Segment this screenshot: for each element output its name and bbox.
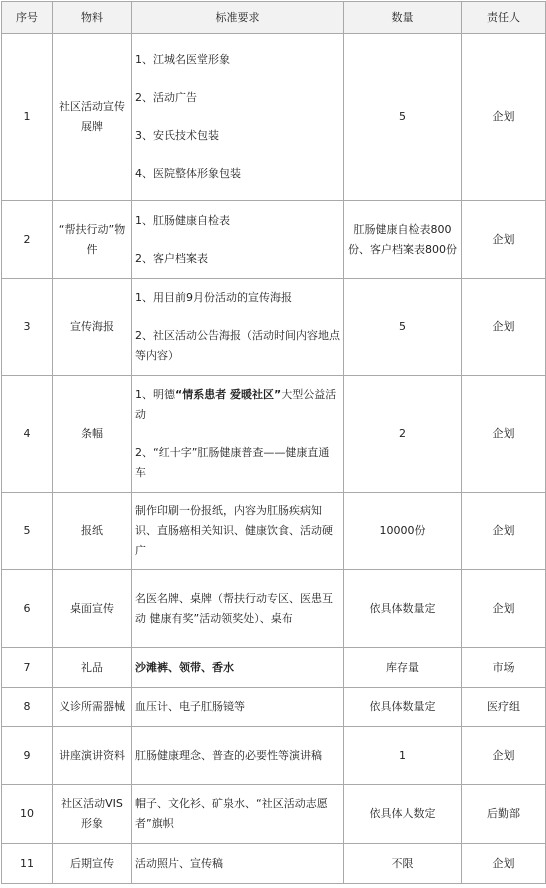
- req-text-bold: “情系患者 爱暖社区”: [175, 388, 282, 401]
- table-row: [2, 727, 546, 785]
- cell-quantity: 肛肠健康自检表800份、客户档案表800份: [344, 201, 462, 279]
- cell-owner: 医疗组: [462, 688, 546, 727]
- cell-owner: 企划: [462, 201, 546, 279]
- cell-no: 6: [2, 570, 53, 648]
- table-row: [2, 785, 546, 844]
- table-row: [2, 570, 546, 648]
- cell-no: 1: [2, 34, 53, 201]
- cell-item: 报纸: [53, 493, 132, 570]
- header-item: 物料: [53, 2, 132, 34]
- table-row: [2, 376, 546, 493]
- cell-item: 宣传海报: [53, 279, 132, 376]
- req-line: 4、医院整体形象包装: [135, 167, 241, 180]
- req-line: 1、江城名医堂形象: [135, 53, 230, 66]
- header-no: 序号: [2, 2, 53, 34]
- cell-requirements: [132, 279, 344, 376]
- cell-item: 社区活动VIS形象: [53, 785, 132, 844]
- cell-item: “帮扶行动”物件: [53, 201, 132, 279]
- req-line: [135, 385, 340, 425]
- cell-no: 5: [2, 493, 53, 570]
- cell-quantity: 不限: [344, 844, 462, 884]
- cell-no: 10: [2, 785, 53, 844]
- cell-item: 后期宣传: [53, 844, 132, 884]
- cell-owner: 企划: [462, 376, 546, 493]
- cell-no: 2: [2, 201, 53, 279]
- header-requirements: 标准要求: [132, 2, 344, 34]
- cell-no: 11: [2, 844, 53, 884]
- cell-requirements: 制作印刷一份报纸，内容为肛肠疾病知识、直肠癌相关知识、健康饮食、活动硬广: [132, 493, 344, 570]
- cell-requirements: 沙滩裤、领带、香水: [132, 648, 344, 688]
- cell-quantity: 5: [344, 279, 462, 376]
- cell-item: 讲座演讲资料: [53, 727, 132, 785]
- cell-item: 义诊所需器械: [53, 688, 132, 727]
- table-row: [2, 201, 546, 279]
- cell-quantity: 1: [344, 727, 462, 785]
- req-line: 1、用目前9月份活动的宣传海报: [135, 291, 292, 304]
- cell-requirements: 肛肠健康理念、普查的必要性等演讲稿: [132, 727, 344, 785]
- req-line: 2、客户档案表: [135, 251, 208, 265]
- cell-quantity: 依具体数量定: [344, 570, 462, 648]
- cell-owner: 市场: [462, 648, 546, 688]
- cell-requirements: 活动照片、宣传稿: [132, 844, 344, 884]
- req-line: 2、“红十字”肛肠健康普查——健康直通车: [135, 446, 330, 479]
- cell-item: 桌面宣传: [53, 570, 132, 648]
- cell-requirements: 名医名牌、桌牌（帮扶行动专区、医患互动 健康有奖”活动领奖处）、桌布: [132, 570, 344, 648]
- req-line: 1、肛肠健康自检表: [135, 213, 230, 227]
- table-row: [2, 493, 546, 570]
- header-quantity: 数量: [344, 2, 462, 34]
- table-row: [2, 648, 546, 688]
- header-owner: 责任人: [462, 2, 546, 34]
- table-header-row: [2, 2, 546, 34]
- cell-owner: 企划: [462, 493, 546, 570]
- cell-quantity: 10000份: [344, 493, 462, 570]
- cell-owner: 企划: [462, 279, 546, 376]
- cell-no: 7: [2, 648, 53, 688]
- cell-owner: 企划: [462, 34, 546, 201]
- req-text: 大型公益活动: [135, 388, 337, 421]
- table-row: [2, 279, 546, 376]
- materials-table: [1, 1, 546, 884]
- req-line: 3、安氏技术包装: [135, 129, 219, 142]
- cell-quantity: 2: [344, 376, 462, 493]
- cell-item: 礼品: [53, 648, 132, 688]
- cell-no: 4: [2, 376, 53, 493]
- cell-no: 3: [2, 279, 53, 376]
- cell-owner: 企划: [462, 844, 546, 884]
- table-row: [2, 844, 546, 884]
- cell-quantity: 库存量: [344, 648, 462, 688]
- cell-no: 8: [2, 688, 53, 727]
- req-line: 2、活动广告: [135, 91, 197, 104]
- cell-quantity: 依具体人数定: [344, 785, 462, 844]
- cell-item: 社区活动宣传展牌: [53, 34, 132, 201]
- cell-requirements: [132, 201, 344, 279]
- req-text: 1、明德: [135, 388, 175, 401]
- cell-requirements: 血压计、电子肛肠镜等: [132, 688, 344, 727]
- cell-requirements: [132, 34, 344, 201]
- cell-requirements: [132, 376, 344, 493]
- cell-owner: 企划: [462, 727, 546, 785]
- cell-no: 9: [2, 727, 53, 785]
- cell-quantity: 5: [344, 34, 462, 201]
- req-line: 2、社区活动公告海报（活动时间内容地点等内容）: [135, 329, 340, 362]
- cell-owner: 后勤部: [462, 785, 546, 844]
- cell-requirements: 帽子、文化衫、矿泉水、“社区活动志愿者”旗帜: [132, 785, 344, 844]
- cell-owner: 企划: [462, 570, 546, 648]
- cell-quantity: 依具体数量定: [344, 688, 462, 727]
- table-row: [2, 34, 546, 201]
- cell-item: 条幅: [53, 376, 132, 493]
- table-row: [2, 688, 546, 727]
